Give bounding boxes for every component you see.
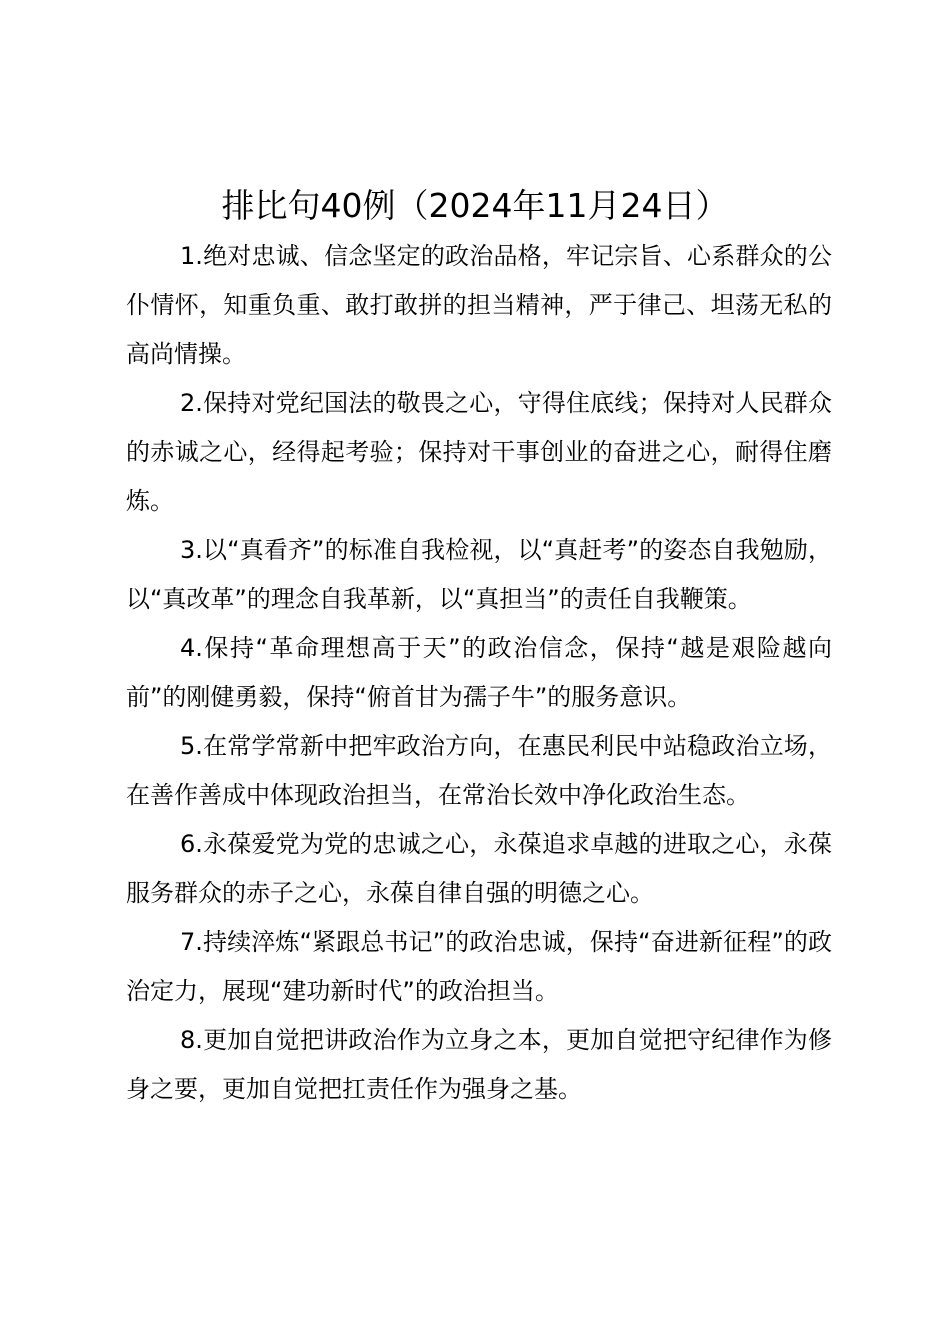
document-body — [126, 232, 832, 1114]
paragraph-1: 1.绝对忠诚、信念坚定的政治品格，牢记宗旨、心系群众的公仆情怀，知重负重、敢打敢拼的担当精神，严于律己、坦荡无私的高尚情操。 — [126, 242, 832, 368]
paragraph-2: 2.保持对党纪国法的敬畏之心，守得住底线；保持对人民群众的赤诚之心，经得起考验；保持对干事创业的奋进之心，耐得住磨炼。 — [126, 389, 832, 515]
paragraph-5: 5.在常学常新中把牢政治方向，在惠民利民中站稳政治立场，在善作善成中体现政治担当，在常治长效中净化政治生态。 — [126, 732, 832, 809]
paragraph-4: 4.保持“革命理想高于天”的政治信念，保持“越是艰险越向前”的刚健勇毅，保持“俯首甘为孺子牛”的服务意识。 — [126, 634, 832, 711]
paragraph-8: 8.更加自觉把讲政治作为立身之本，更加自觉把守纪律作为修身之要，更加自觉把扛责任作为强身之基。 — [126, 1026, 832, 1103]
paragraph-6: 6.永葆爱党为党的忠诚之心，永葆追求卓越的进取之心，永葆服务群众的赤子之心，永葆自律自强的明德之心。 — [126, 830, 832, 907]
document-title: 排比句40例（2024年11月24日） — [221, 186, 729, 225]
paragraph-7: 7.持续淬炼“紧跟总书记”的政治忠诚，保持“奋进新征程”的政治定力，展现“建功新时代”的政治担当。 — [126, 928, 832, 1005]
paragraph-3: 3.以“真看齐”的标准自我检视，以“真赶考”的姿态自我勉励，以“真改革”的理念自我革新，以“真担当”的责任自我鞭策。 — [126, 536, 832, 613]
